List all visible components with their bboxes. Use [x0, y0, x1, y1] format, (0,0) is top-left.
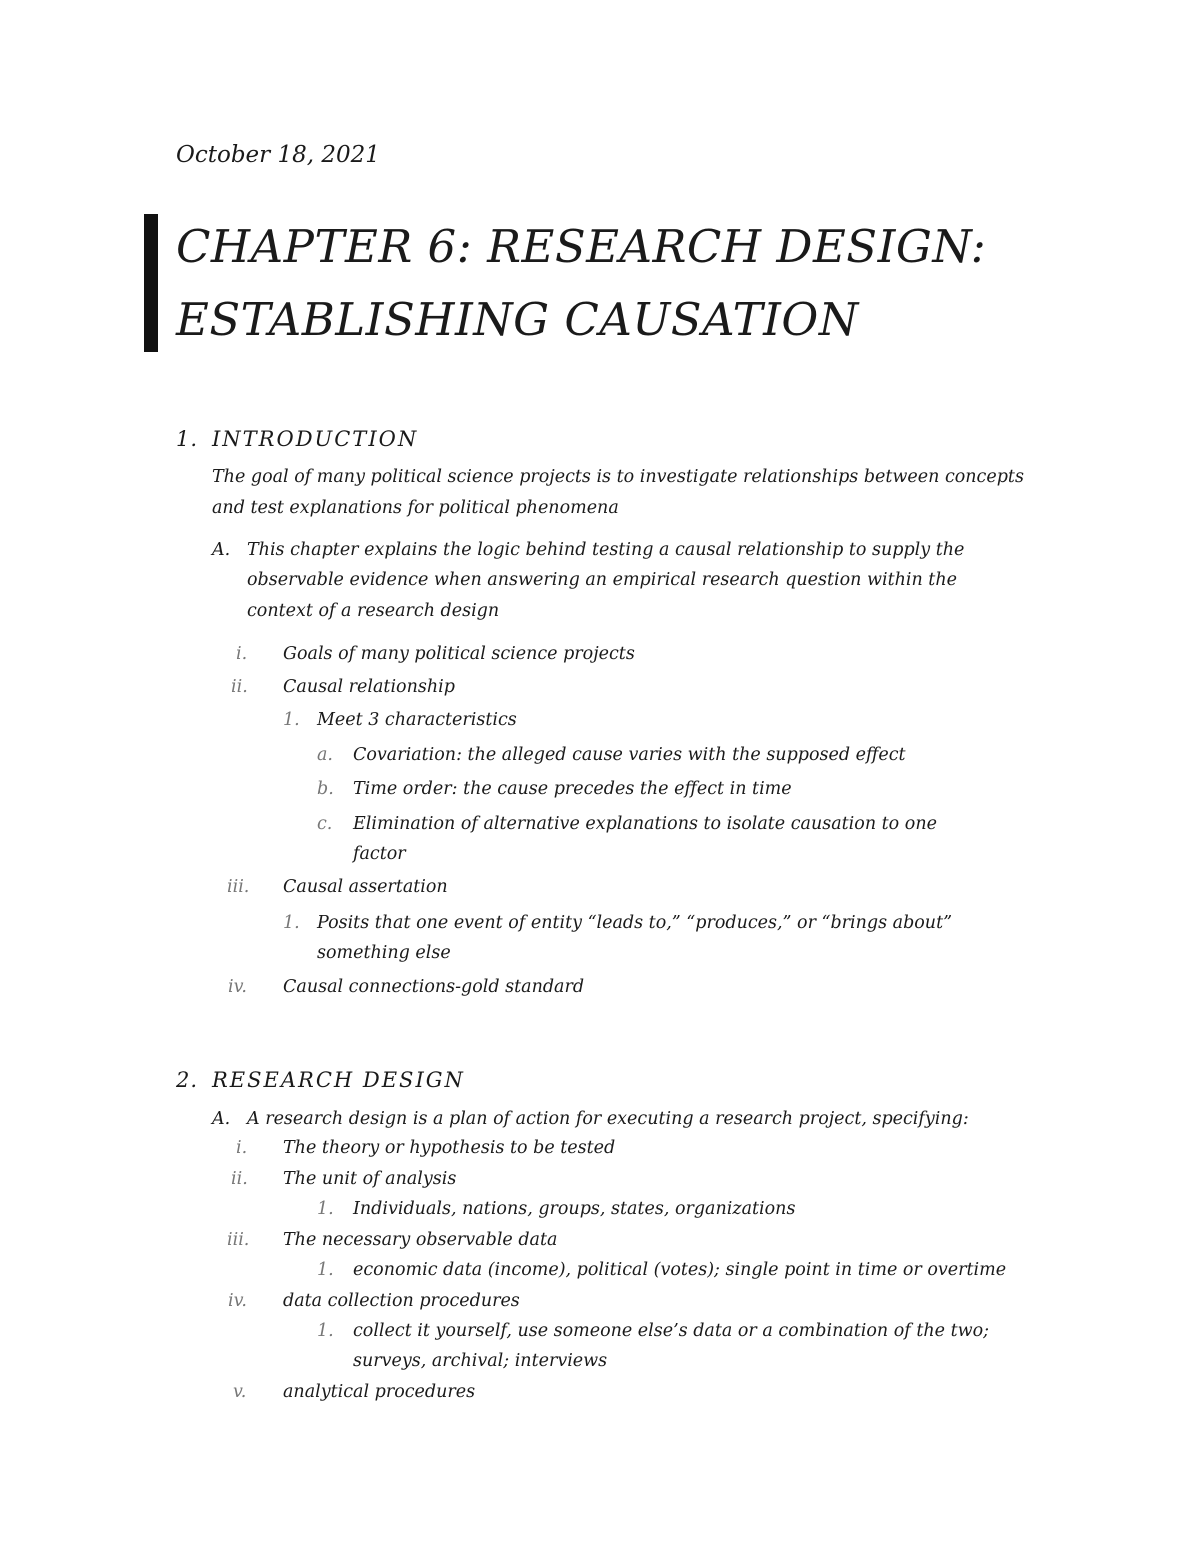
- section-heading: INTRODUCTION: [212, 427, 419, 451]
- list-marker: 1.: [317, 1199, 334, 1219]
- list-marker: iv.: [228, 977, 247, 997]
- list-marker: iii.: [227, 1230, 250, 1250]
- list-item-text: The unit of analysis: [283, 1169, 457, 1189]
- list-item-text: Individuals, nations, groups, states, organizations: [353, 1199, 796, 1219]
- list-marker: ii.: [231, 677, 248, 697]
- list-marker: ii.: [231, 1169, 248, 1189]
- list-item-text: observable evidence when answering an empirical research question within the: [247, 570, 957, 590]
- list-marker: 1.: [317, 1260, 334, 1280]
- list-marker: b.: [317, 779, 334, 799]
- list-marker: v.: [233, 1382, 247, 1402]
- list-item-text: Covariation: the alleged cause varies with the supposed effect: [353, 745, 906, 765]
- list-item-text: The theory or hypothesis to be tested: [283, 1138, 616, 1158]
- section-number: 1.: [176, 427, 199, 451]
- list-item-text: Posits that one event of entity “leads to,” “produces,” or “brings about”: [317, 913, 953, 933]
- list-item-text: Goals of many political science projects: [283, 644, 635, 664]
- intro-paragraph-line2: and test explanations for political phenomena: [212, 498, 619, 518]
- list-item-text: Causal assertation: [283, 877, 448, 897]
- list-marker: a.: [317, 745, 333, 765]
- list-item-text: surveys, archival; interviews: [353, 1351, 608, 1371]
- list-item-text: Causal relationship: [283, 677, 455, 697]
- list-marker: iv.: [228, 1291, 247, 1311]
- section-number: 2.: [176, 1068, 199, 1092]
- list-item-text: something else: [317, 943, 451, 963]
- list-item-text: This chapter explains the logic behind testing a causal relationship to supply the: [247, 540, 965, 560]
- list-item-text: factor: [353, 844, 406, 864]
- title-accent-bar: [144, 214, 158, 352]
- list-item-text: context of a research design: [247, 601, 500, 621]
- list-marker: 1.: [317, 1321, 334, 1341]
- list-item-text: data collection procedures: [283, 1291, 520, 1311]
- list-item-text: Time order: the cause precedes the effect in time: [353, 779, 792, 799]
- section-heading: RESEARCH DESIGN: [212, 1068, 465, 1092]
- list-marker: i.: [236, 1138, 248, 1158]
- list-marker: A.: [212, 540, 231, 560]
- list-item-text: analytical procedures: [283, 1382, 476, 1402]
- list-item-text: The necessary observable data: [283, 1230, 558, 1250]
- list-marker: i.: [236, 644, 248, 664]
- list-item-text: Meet 3 characteristics: [317, 710, 517, 730]
- list-item-text: Elimination of alternative explanations to isolate causation to one: [353, 814, 937, 834]
- list-marker: 1.: [283, 710, 300, 730]
- list-item-text: economic data (income), political (votes); single point in time or overtime: [353, 1260, 1007, 1280]
- list-marker: iii.: [227, 877, 250, 897]
- chapter-title-line1: CHAPTER 6: RESEARCH DESIGN:: [176, 220, 987, 273]
- list-item-text: Causal connections-gold standard: [283, 977, 585, 997]
- chapter-title-line2: ESTABLISHING CAUSATION: [176, 293, 859, 346]
- document-date: October 18, 2021: [176, 142, 380, 168]
- list-marker: A.: [212, 1109, 231, 1129]
- list-marker: c.: [317, 814, 333, 834]
- list-marker: 1.: [283, 913, 300, 933]
- list-item-text: A research design is a plan of action for executing a research project, specifying:: [247, 1109, 969, 1129]
- list-item-text: collect it yourself, use someone else’s data or a combination of the two;: [353, 1321, 990, 1341]
- intro-paragraph-line1: The goal of many political science projects is to investigate relationships between concepts: [212, 467, 1024, 487]
